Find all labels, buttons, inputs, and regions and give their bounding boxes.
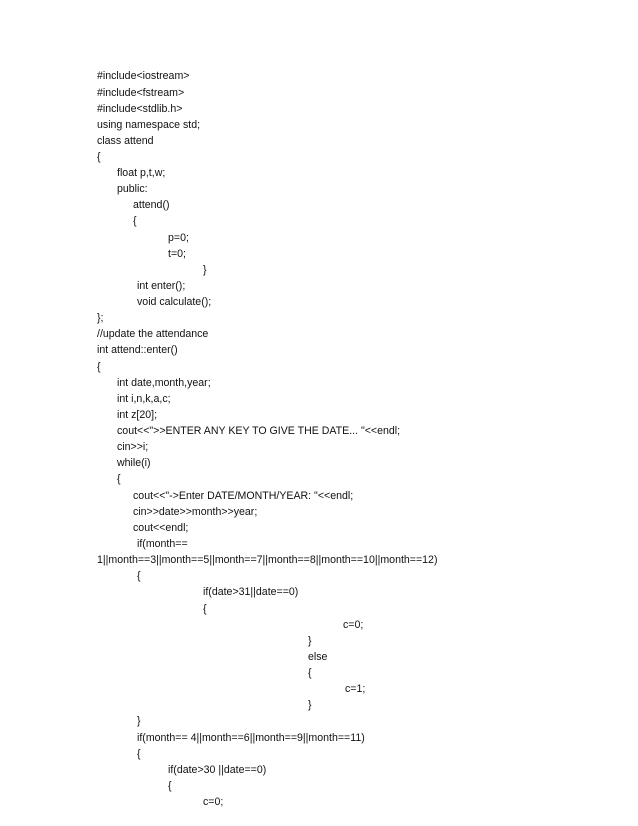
code-line: using namespace std;: [97, 119, 201, 131]
code-line: c=0;: [203, 796, 224, 808]
code-line: int date,month,year;: [117, 377, 211, 389]
code-line: }: [137, 715, 141, 727]
code-line: c=0;: [343, 619, 364, 631]
code-line: }: [203, 264, 207, 276]
code-line: cin>>i;: [117, 441, 149, 453]
code-line: p=0;: [168, 232, 189, 244]
code-line: if(date>31||date==0): [203, 586, 299, 598]
code-line: {: [133, 215, 137, 227]
code-line: #include<stdlib.h>: [97, 103, 183, 115]
code-line: int attend::enter(): [97, 344, 178, 356]
code-line: c=1;: [345, 683, 366, 695]
code-line: cout<<"->Enter DATE/MONTH/YEAR: "<<endl;: [133, 490, 354, 502]
code-line: if(month== 4||month==6||month==9||month==11): [137, 732, 365, 744]
code-line: cout<<">>ENTER ANY KEY TO GIVE THE DATE... "<<endl;: [117, 425, 401, 437]
code-line: {: [117, 473, 121, 485]
code-line: {: [137, 748, 141, 760]
code-line: {: [203, 603, 207, 615]
code-line: cin>>date>>month>>year;: [133, 506, 258, 518]
code-line: {: [97, 151, 101, 163]
code-line: 1||month==3||month==5||month==7||month==8||month==10||month==12): [97, 554, 438, 566]
code-line: class attend: [97, 135, 154, 147]
code-line: if(month==: [137, 538, 188, 550]
code-line: int i,n,k,a,c;: [117, 393, 171, 405]
code-line: int enter();: [137, 280, 186, 292]
code-line: {: [168, 780, 172, 792]
code-line: //update the attendance: [97, 328, 209, 340]
code-line: else: [308, 651, 328, 663]
code-line: {: [137, 570, 141, 582]
code-line: {: [308, 667, 312, 679]
code-line: attend(): [133, 199, 170, 211]
code-line: }: [308, 699, 312, 711]
code-line: float p,t,w;: [117, 167, 166, 179]
code-line: int z[20];: [117, 409, 158, 421]
code-line: };: [97, 312, 104, 324]
code-line: while(i): [117, 457, 151, 469]
code-line: cout<<endl;: [133, 522, 189, 534]
code-line: public:: [117, 183, 148, 195]
code-line: if(date>30 ||date==0): [168, 764, 267, 776]
code-line: void calculate();: [137, 296, 212, 308]
code-line: #include<iostream>: [97, 70, 190, 82]
code-line: t=0;: [168, 248, 186, 260]
code-line: }: [308, 635, 312, 647]
code-line: #include<fstream>: [97, 87, 185, 99]
code-line: {: [97, 361, 101, 373]
